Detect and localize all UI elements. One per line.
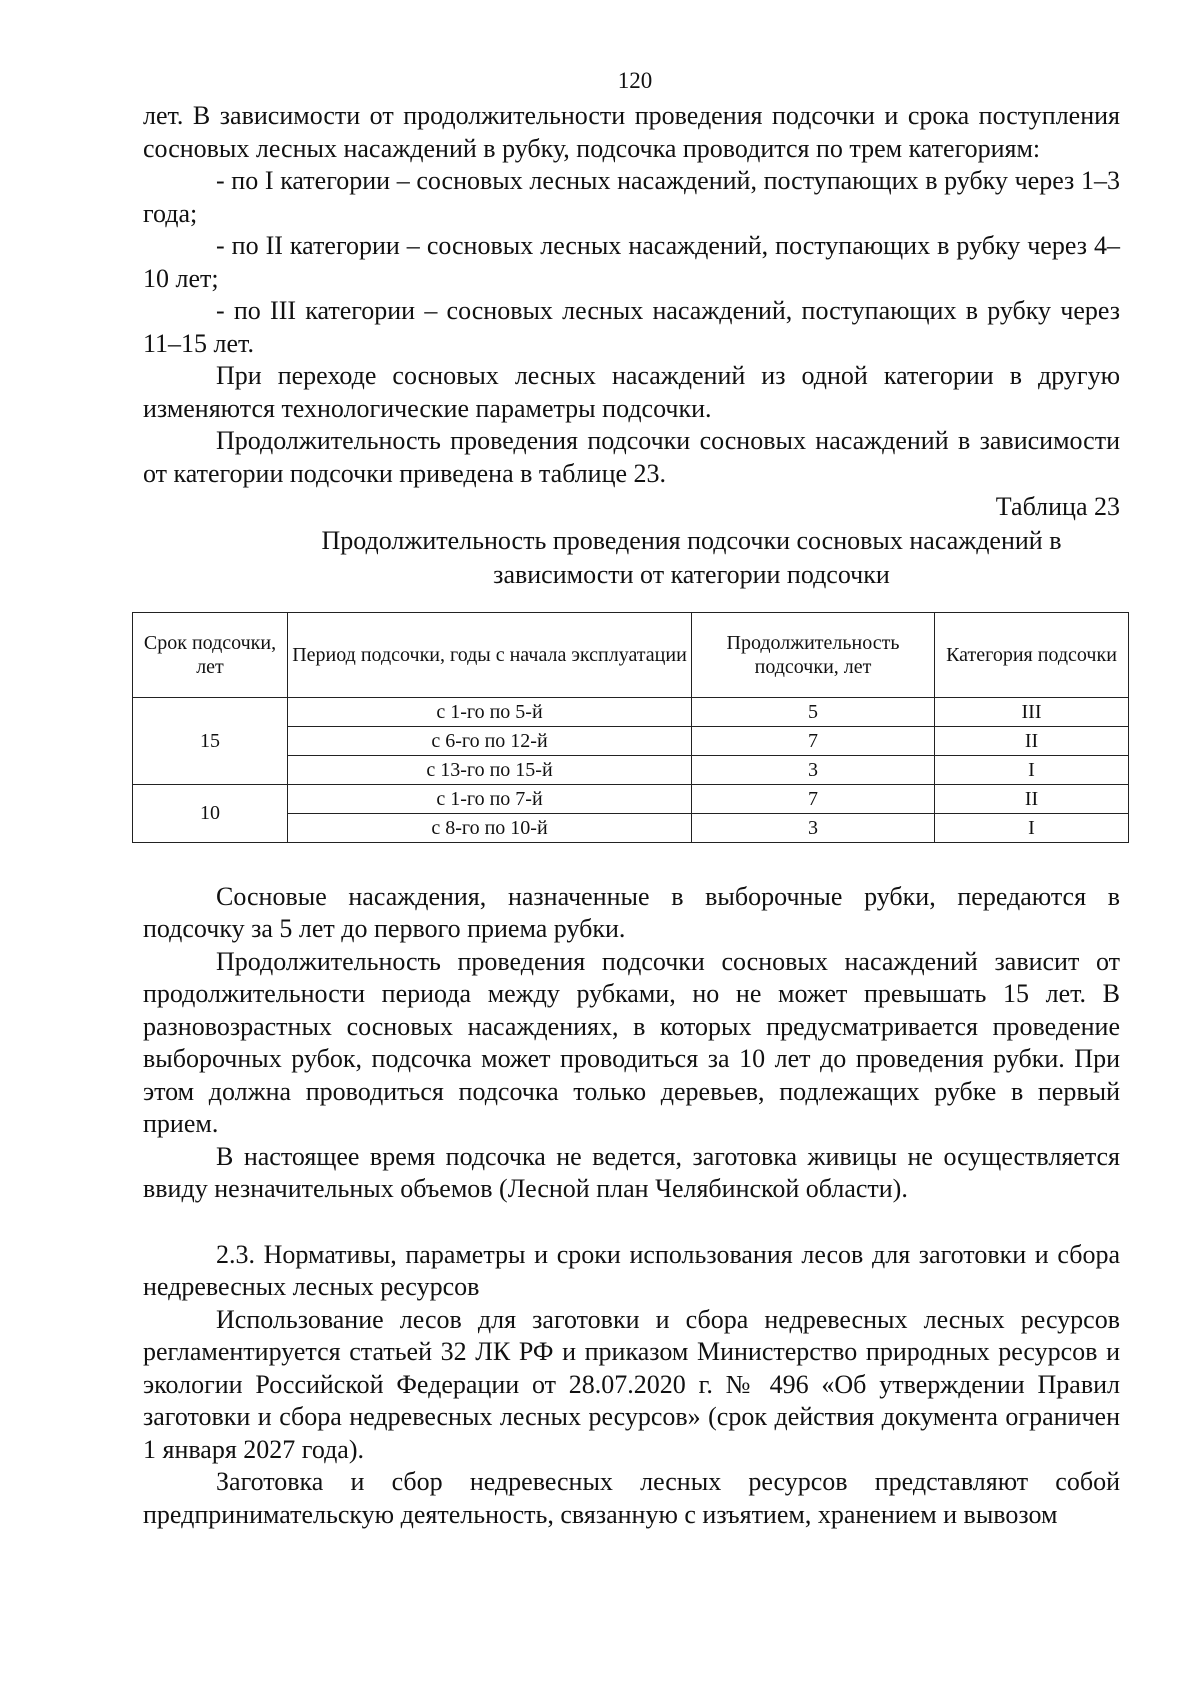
document-body [143,100,1120,1531]
list-item-category-1: - по I категории – сосновых лесных насаждений, поступающих в рубку через 1–3 года; [143,166,1120,228]
paragraph: При переходе сосновых лесных насаждений из одной категории в другую изменяются технологические параметры подсочки. [143,361,1120,423]
cell-term: 10 [133,784,288,842]
table-header-row [133,612,1129,697]
list-item-category-2: - по II категории – сосновых лесных насаждений, поступающих в рубку через 4–10 лет; [143,231,1120,293]
cell-period: с 6-го по 12-й [288,726,692,755]
paragraph: Продолжительность проведения подсочки сосновых насаждений в зависимости от категории подсочки приведена в таблице 23. [143,426,1120,488]
tapping-duration-table [132,612,1129,843]
cell-category: II [935,726,1129,755]
cell-period: с 8-го по 10-й [288,813,692,842]
table-row [133,784,1129,813]
cell-term: 15 [133,697,288,784]
cell-period: с 13-го по 15-й [288,755,692,784]
cell-category: II [935,784,1129,813]
cell-period: с 1-го по 7-й [288,784,692,813]
header-period: Период подсочки, годы с начала эксплуатации [288,612,692,697]
spacer [143,843,1120,881]
cell-category: III [935,697,1129,726]
paragraph: лет. В зависимости от продолжительности проведения подсочки и срока поступления сосновых лесных насаждений в рубку, подсочка проводится по трем категориям: [143,101,1120,163]
table-title: Продолжительность проведения подсочки сосновых насаждений в зависимости от категории подсочки [321,525,1062,589]
page-number: 120 [617,68,653,93]
table-label: Таблица 23 [995,492,1120,521]
cell-duration: 3 [692,755,935,784]
cell-category: I [935,813,1129,842]
cell-duration: 7 [692,726,935,755]
list-item-category-3: - по III категории – сосновых лесных насаждений, поступающих в рубку через 11–15 лет. [143,296,1120,358]
cell-duration: 3 [692,813,935,842]
paragraph: Продолжительность проведения подсочки сосновых насаждений зависит от продолжительности периода между рубками, но не может превышать 15 лет. В разновозрастных сосновых насаждениях, в которых предусматривается проведение выборочных рубок, подсочка может проводиться за 10 лет до проведения рубки. При этом должна проводиться подсочка только деревьев, подлежащих рубке в первый прием. [143,946,1120,1138]
cell-category: I [935,755,1129,784]
header-duration: Продолжительность подсочки, лет [692,612,935,697]
paragraph: Использование лесов для заготовки и сбора недревесных лесных ресурсов регламентируется статьей 32 ЛК РФ и приказом Министерство природных ресурсов и экологии Российской Федерации от 28.07.2020 г. № 496 «Об утверждении Правил заготовки и сбора недревесных лесных ресурсов» (срок действия документа ограничен 1 января 2027 года). [143,1304,1120,1464]
spacer [143,1206,1120,1239]
cell-period: с 1-го по 5-й [288,697,692,726]
header-term: Срок подсочки, лет [133,612,288,697]
table-row [133,697,1129,726]
cell-duration: 7 [692,784,935,813]
paragraph: В настоящее время подсочка не ведется, заготовка живицы не осуществляется ввиду незначительных объемов (Лесной план Челябинской области). [143,1141,1120,1203]
paragraph: Сосновые насаждения, назначенные в выборочные рубки, передаются в подсочку за 5 лет до первого приема рубки. [143,881,1120,943]
section-heading: 2.3. Нормативы, параметры и сроки использования лесов для заготовки и сбора недревесных лесных ресурсов [143,1239,1120,1301]
paragraph: Заготовка и сбор недревесных лесных ресурсов представляют собой предпринимательскую деятельность, связанную с изъятием, хранением и вывозом [143,1467,1120,1529]
header-category: Категория подсочки [935,612,1129,697]
cell-duration: 5 [692,697,935,726]
